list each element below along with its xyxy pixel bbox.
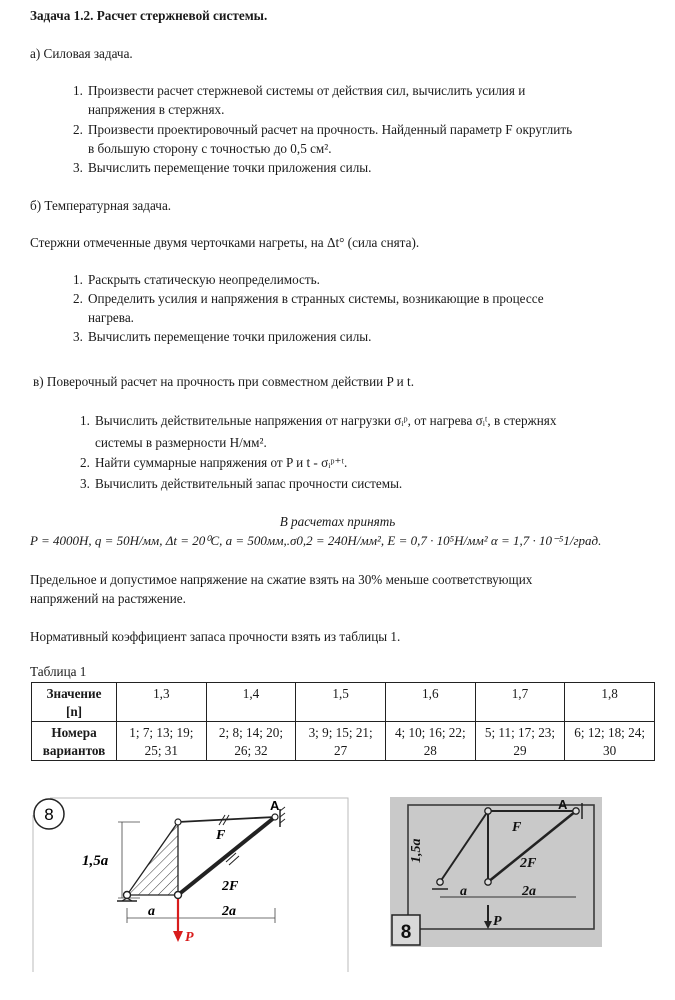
label-a: a: [460, 884, 467, 899]
hinge: [437, 879, 443, 885]
item-number: 2.: [73, 291, 83, 306]
item-number: 1.: [73, 272, 83, 287]
hinge: [175, 819, 181, 825]
truss-photo: [390, 797, 602, 947]
cell-text: 26; 32: [234, 743, 268, 758]
item-number: 3.: [73, 329, 83, 344]
item-number: 1.: [73, 83, 83, 98]
item-text: Вычислить действительные напряжения от нагрузки σᵢᵖ, от нагрева σᵢᵗ, в стержнях: [95, 413, 557, 428]
table-row: [32, 722, 655, 761]
table-cell: 1,4: [206, 683, 296, 722]
section-c-heading: в) Поверочный расчет на прочность при совместном действии P и t.: [33, 374, 414, 389]
item-number: 1.: [80, 413, 90, 428]
given-formula: P = 4000Н, q = 50Н/мм, Δt = 20⁰C, a = 500мм,.σ0,2 = 240Н/мм², E = 0,7 · 10⁵Н/мм² α = 1,7 · 10⁻⁵1/град.: [30, 533, 602, 548]
section-a-heading: а) Силовая задача.: [30, 46, 133, 61]
header-text: вариантов: [42, 743, 106, 758]
paragraph-compression-2: напряжений на растяжение.: [30, 591, 186, 606]
item-text: системы в размерности Н/мм².: [95, 435, 267, 450]
item-text: Произвести проектировочный расчет на прочность. Найденный параметр F округлить: [88, 122, 573, 137]
hinge: [175, 892, 182, 899]
header-text: [n]: [65, 704, 83, 719]
item-text: Вычислить действительный запас прочности системы.: [95, 476, 403, 491]
label-F: F: [216, 828, 226, 843]
item-number: 2.: [80, 455, 90, 470]
hinge: [485, 808, 491, 814]
cell-text: 25; 31: [144, 743, 178, 758]
header-text: Значение: [46, 686, 102, 701]
height-label: 1,5a: [82, 853, 109, 869]
force-P-arrowhead: [173, 931, 183, 942]
paragraph-compression: Предельное и допустимое напряжение на сжатие взять на 30% меньше соответствующих: [30, 572, 533, 587]
table-cell: 1,6: [385, 683, 475, 722]
cell-text: 4; 10; 16; 22;: [394, 725, 466, 740]
table-cell: [565, 722, 655, 761]
table-cell: 1,5: [296, 683, 386, 722]
item-text: Вычислить перемещение точки приложения силы.: [88, 329, 372, 344]
table-cell: 1,3: [117, 683, 207, 722]
item-text: Раскрыть статическую неопределимость.: [88, 272, 320, 287]
item-number: 3.: [80, 476, 90, 491]
cell-text: 29: [513, 743, 527, 758]
table-header-cell: [32, 722, 117, 761]
item-text: Произвести расчет стержневой системы от действия сил, вычислить усилия и: [88, 83, 526, 98]
cell-text: 30: [603, 743, 617, 758]
label-2a: 2a: [522, 884, 536, 899]
table-cell: [385, 722, 475, 761]
page-title: Задача 1.2. Расчет стержневой системы.: [30, 8, 268, 23]
hinge: [272, 814, 278, 820]
label-a: a: [148, 904, 155, 919]
cell-text: 1; 7; 13; 19;: [129, 725, 194, 740]
label-P: P: [493, 914, 502, 929]
table-cell: 1,8: [565, 683, 655, 722]
cell-text: 3; 9; 15; 21;: [308, 725, 373, 740]
label-P: P: [185, 930, 194, 945]
label-A: A: [558, 797, 568, 812]
figure-number: 8: [44, 805, 54, 824]
table-cell: 1,7: [475, 683, 565, 722]
header-text: Номера: [51, 725, 97, 740]
paragraph-safety-factor: Нормативный коэффициент запаса прочности взять из таблицы 1.: [30, 629, 401, 644]
item-text: напряжения в стержнях.: [88, 102, 225, 117]
item-text: в большую сторону с точностью до 0,5 см².: [88, 141, 332, 156]
item-text: нагрева.: [88, 310, 134, 325]
section-b-heading: б) Температурная задача.: [30, 198, 172, 213]
item-text: Вычислить перемещение точки приложения силы.: [88, 160, 372, 175]
table-cell: [296, 722, 386, 761]
height-label: 1,5a: [409, 838, 424, 863]
given-heading: В расчетах принять: [279, 514, 396, 529]
label-2F: 2F: [222, 879, 239, 894]
table-cell: [475, 722, 565, 761]
table-header-cell: [32, 683, 117, 722]
cell-text: 2; 8; 14; 20;: [218, 725, 284, 740]
cell-text: 5; 11; 17; 23;: [484, 725, 556, 740]
item-number: 2.: [73, 122, 83, 137]
label-2a: 2a: [222, 904, 236, 919]
item-number: 3.: [73, 160, 83, 175]
hinge: [485, 879, 491, 885]
figure-number: 8: [400, 922, 412, 943]
section-b-note: Стержни отмеченные двумя черточками нагреты, на Δt° (сила снята).: [30, 235, 420, 250]
item-text: Определить усилия и напряжения в странных системы, возникающие в процессе: [88, 291, 544, 306]
table-cell: [206, 722, 296, 761]
hinge: [124, 892, 131, 899]
item-text: Найти суммарные напряжения от P и t - σᵢᵖ⁺ᵗ.: [95, 455, 348, 470]
table-cell: [117, 722, 207, 761]
rigid-body: [127, 822, 178, 895]
label-2F: 2F: [520, 856, 537, 871]
table-caption: Таблица 1: [30, 664, 87, 679]
cell-text: 28: [423, 743, 437, 758]
label-A: A: [270, 798, 280, 813]
label-F: F: [512, 820, 522, 835]
figure-frame: [50, 798, 348, 972]
table-row: [32, 683, 655, 722]
safety-factor-table: [31, 682, 655, 761]
cell-text: 27: [334, 743, 348, 758]
cell-text: 6; 12; 18; 24;: [574, 725, 645, 740]
truss-diagram: [30, 795, 350, 975]
hinge: [573, 808, 579, 814]
